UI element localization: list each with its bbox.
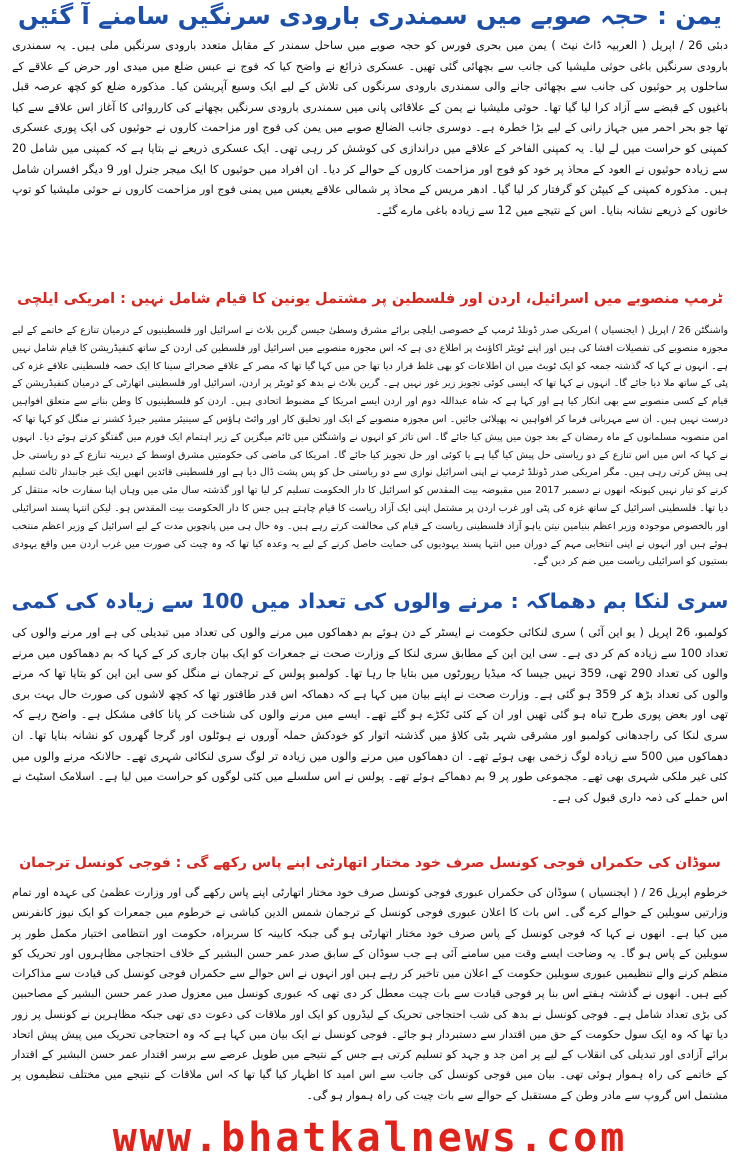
story-headline: سوڈان کی حکمراں فوجی کونسل صرف خود مختار اتھارٹی اپنے پاس رکھے گی : فوجی کونسل ترجمان (19, 855, 721, 871)
story-body: کولمبو، 26 اپریل ( یو این آئی ) سری لنکائی حکومت نے ایسٹر کے دن ہوئے بم دھماکوں میں مرنے والوں کی تعداد میں تبدیلی کی ہے اور مرنے والوں کی تعداد 100 سے زیادہ کم کر دی ہے۔ سی این این کے مطابق سری لنکا کے وزارت صحت نے جمعرات کو ایک بیان جاری کر کے کہا کہ بم دھماکوں میں مرنے والوں کی تعداد 290 تھی، 359 نہیں جیسا کہ میڈیا رپورٹوں میں بتایا جا رہا تھا۔ کولمبو پولس کے ترجمان نے منگل کو سی این این کو بتایا تھا کہ مرنے والوں کی تعداد بڑھ کر 359 ہو گئی ہے۔ وزارت صحت نے اپنے بیان میں کہا ہے کہ دھماکہ اس قدر طاقتور تھا کہ کچھ لاشوں کی صورت حال بہت بری تھی اور بعض پوری طرح تباہ ہو گئی تھیں اور ان کے کئی ٹکڑے ہو گئے تھے۔ ایسے میں مرنے والوں کی شناخت کر پانا کافی مشکل ہے۔ واضح رہے کہ سری لنکا کی راجدھانی کولمبو اور مشرقی شہر بٹی کلاؤ میں گذشتہ اتوار کو خودکش حملہ آوروں نے ہوٹلوں اور گرجا گھروں کو نشانہ بنایا تھا۔ ان دھماکوں میں 500 سے زیادہ لوگ زخمی بھی ہوئے تھے۔ ان دھماکوں میں مرنے والوں میں زیادہ تر لوگ سری لنکائی شہری تھے۔ حالانکہ مرنے والوں میں کئی غیر ملکی شہری بھی تھے۔ مجموعی طور پر 9 بم دھماکے ہوئے تھے۔ پولس نے اس سلسلے میں کئی لوگوں کو حراست میں لیا ہے۔ اسلامک اسٹیٹ نے اس حملے کی ذمہ داری قبول کی ہے۔ (12, 626, 728, 804)
story-trump-plan (10, 276, 730, 574)
story-headline: ٹرمپ منصوبے میں اسرائیل، اردن اور فلسطین پر مشتمل یونین کا قیام شامل نہیں : امریکی ایلچی (17, 291, 723, 307)
website-watermark: www.bhatkalnews.com (112, 1115, 628, 1161)
story-sri-lanka (10, 579, 730, 841)
story-headline: یمن : حجہ صوبے میں سمندری بارودی سرنگیں سامنے آ گئیں (18, 2, 722, 30)
story-yemen-mines (10, 2, 730, 274)
story-body: واشنگٹن 26 / اپریل ( ایجنسیاں ) امریکی صدر ڈونلڈ ٹرمپ کے خصوصی ایلچی برائے مشرق وسطیٰ جیسن گرین بلاٹ نے اسرائیل اور فلسطینیوں کے درمیان تنازع کے خاتمے کے لیے مجوزہ منصوبے کی تفصیلات افشا کی ہیں اور اپنے ٹویٹر اکاؤنٹ پر اطلاع دی ہے کہ اس مجوزہ منصوبے میں اسرائیل اور فلسطین کی اردن کے ساتھ کنفیڈریشن کا قیام شامل نہیں ہے۔ انہوں نے کہا کہ گذشتہ جمعہ کو ایک ٹویٹ میں ان اطلاعات کو بھی غلط قرار دیا تھا جن میں کہا گیا تھا کہ مصر کے علاقے صحرائے سینا کا ایک حصہ فلسطینی علاقے غزہ کی پٹی کے ساتھ ملا دیا جائے گا۔ انہوں نے کہا تھا کہ ایسی کوئی تجویز زیر غور نہیں ہے۔ گرین بلاٹ نے بدھ کو ٹویٹر پر اردن، اسرائیل اور فلسطینی اتھارٹی کے درمیان کنفیڈریشن کے قیام کے کسی منصوبے سے بھی انکار کیا ہے اور کہا ہے کہ شاہ عبداللہ دوم اور اردن ایسے امریکا کے مضبوط اتحادی ہیں۔ اردن کو فلسطینیوں کا وطن بنانے سے متعلق افواہیں درست نہیں ہیں۔ ان سے مہربانی فرما کر افواہیں نہ پھیلائی جائیں۔ اس مجوزہ منصوبے کے ایک اور تخلیق کار اور وائٹ ہاؤس کے سینیئر مشیر جیرڈ کشنر نے منگل کو کہا تھا کہ امن منصوبہ مسلمانوں کے ماہ رمضان کے بعد جون میں پیش کیا جائے گا۔ اس تاثر کو انہوں نے واشنگٹن میں ٹائم میگزین کے زیر اہتمام ایک فورم میں گفتگو کرتے ہوئے دیا۔ انہوں نے کہا کہ اس میں اس تنازع کے دو ریاستی حل پیش کیا گیا ہے یا کوئی اور حل تجویز کیا جائے گا۔ امریکا کی ماضی کی حکومتیں مشرق اوسط کے دیرینہ تنازع کے دو ریاستی حل ہی پیش کرتی رہی ہیں۔ مگر امریکی صدر ڈونلڈ ٹرمپ نے اپنی اسرائیل نوازی سے دو ریاستی حل کو پس پشت ڈال دیا ہے اور فلسطینی قائدین انھیں ایک غیر جانبدار ثالث تسلیم کرنے کو تیار نہیں کیونکہ انھوں نے دسمبر 2017 میں مقبوضہ بیت المقدس کو اسرائیل کا دار الحکومت تسلیم کر لیا تھا اور گذشتہ سال مئی میں وہاں اپنا سفارت خانہ منتقل کر دیا تھا۔ فلسطینی اسرائیل کے ساتھ غزہ کی پٹی اور غرب اردن پر مشتمل اپنی ایک آزاد ریاست کا قیام چاہتے ہیں جس کا دار الحکومت بیت المقدس ہو۔ لیکن انتہا پسند اسرائیلی اور بالخصوص موجودہ وزیر اعظم بنیامین نیتن یاہو آزاد فلسطینی ریاست کے قیام کی مخالفت کرتے رہے ہیں۔ وہ حال ہی میں پانچویں مدت کے لیے اسرائیل کے وزیر اعظم منتخب ہوئے ہیں اور انہوں نے اپنی انتخابی مہم کے دوران میں انتہا پسند یہودیوں کی حمایت حاصل کرنے کے لیے یہ وعدہ کیا تھا کہ وہ چیت کی صورت میں غرب اردن میں واقع یہودی بستیوں کو اسرائیلی ریاست میں ضم کر دیں گے۔ (12, 325, 729, 568)
story-body: دبئی 26 / اپریل ( العربیہ ڈاٹ نیٹ ) یمن میں بحری فورس کو حجہ صوبے میں ساحل سمندر کے مقابل متعدد بارودی سرنگیں ملی ہیں۔ یہ سمندری بارودی سرنگیں باغی حوثی ملیشیا کی جانب سے بچھائی گئی تھیں۔ عسکری ذرائع نے واضح کیا کہ فوج نے عبس ضلع میں میدی اور حرض کے علاقے کے ساحلوں پر حوثیوں کی جانب سے بچھائی جانے والی سمندری بارودی سرنگوں کی تلاش کے لیے ایک وسیع آپریشن کیا۔ مذکورہ ضلع کو کچھ عرصہ قبل باغیوں کے قبضے سے آزاد کرا لیا گیا تھا۔ حوثی ملیشیا نے یمن کے علاقائی پانی میں سمندری بارودی سرنگیں بچھانے کی کارروائی کا آغاز اس علاقے سے کیا تھا جو بحر احمر میں جہاز رانی کے لیے بڑا خطرہ ہے۔ دوسری جانب الضالع صوبے میں یمن کی فوج اور مزاحمت کاروں نے حوثیوں کی ایک پوری عسکری کمپنی کو حراست میں لے لیا۔ یہ کمپنی الفاخر کے علاقے میں دراندازی کی کوشش کر رہی تھی۔ ایک عسکری ذریعے نے بتایا ہے کہ کمپنی میں شامل 20 سے زیادہ حوثیوں نے العود کے محاذ پر خود کو فوج اور مزاحمت کاروں کے حوالے کر دیا۔ ان افراد میں حوثیوں کا ایک میجر جنرل اور 9 دیگر افسران شامل ہیں۔ مذکورہ کمپنی کے کیپٹن کو گرفتار کر لیا گیا۔ ادھر مریس کے محاذ پر شمالی علاقے یعیس میں یمنی فوج اور مزاحمت کاروں نے حوثی ملیشیا کو توپ خانوں کے ذریعے نشانہ بنایا۔ اس کے نتیجے میں 12 سے زیادہ باغی مارے گئے۔ (12, 39, 729, 217)
story-headline: سری لنکا بم دھماکہ : مرنے والوں کی تعداد میں 100 سے زیادہ کی کمی (11, 589, 729, 613)
story-sudan-council (10, 843, 730, 1113)
story-body: خرطوم اپریل 26 / ( ایجنسیاں ) سوڈان کی حکمراں عبوری فوجی کونسل صرف خود مختار اتھارٹی اپنے پاس رکھے گی اور وزارت عظمیٰ کی عہدہ اور تمام وزارتیں سویلین کے حوالے کرے گی۔ اس بات کا اعلان عبوری فوجی کونسل کے ترجمان شمس الدین کباشی نے خرطوم میں جمعرات کو ایک نیوز کانفرنس میں کیا ہے۔ انھوں نے کہا کہ فوجی کونسل کے پاس صرف خود مختار اتھارٹی ہو گی جبکہ کابینہ کا سربراہ، حکومت اور انتظامی اختیار مکمل طور پر سویلین کے پاس ہو گا۔ یہ وضاحت ایسے وقت میں سامنے آئی ہے جب سوڈان کے سابق صدر عمر حسن البشیر کے خلاف احتجاجی مظاہروں اور تحریک کو منظم کرنے والے تنظیمیں عبوری سویلین حکومت کے اعلان میں تاخیر کر رہے ہیں اور انہوں نے اس حوالے سے حکمراں فوجی کونسل کی قیادت سے مذاکرات کیے ہیں۔ انھوں نے گذشتہ ہفتے اس بنا پر فوجی قیادت سے بات چیت معطل کر دی تھی کہ عبوری کونسل میں معزول صدر عمر حسن البشیر کے مصاحبین کی بڑی تعداد شامل ہے۔ فوجی کونسل نے بدھ کی شب احتجاجی تحریک کے لیڈروں کو ایک اور ملاقات کی دعوت دی تھی جبکہ مظاہرین نے کونسل پر زور دیا تھا کہ وہ ایک سول حکومت کے حق میں اقتدار سے دستبردار ہو جائے۔ فوجی کونسل نے ایک بیان میں کہا ہے کہ وہ احتجاجی تحریک میں پیش پیش اتحاد برائے آزادی اور تبدیلی کی انقلاب کے لیے پر امن جد و جہد کو تسلیم کرتی ہے جس کے نتیجے میں طویل عرصے سے برسر اقتدار عمر حسن البشیر کے اقتدار کے خاتمے کی راہ ہموار ہوئی تھی۔ بیان میں فوجی کونسل کی جانب سے اس امید کا اظہار کیا گیا تھا کہ اس ملاقات کے نتیجے میں مختلف تنظیموں پر مشتمل اس گروپ سے مادر وطن کے مستقبل کے حوالے سے بات چیت کی راہ ہموار ہو گی۔ (12, 886, 728, 1102)
